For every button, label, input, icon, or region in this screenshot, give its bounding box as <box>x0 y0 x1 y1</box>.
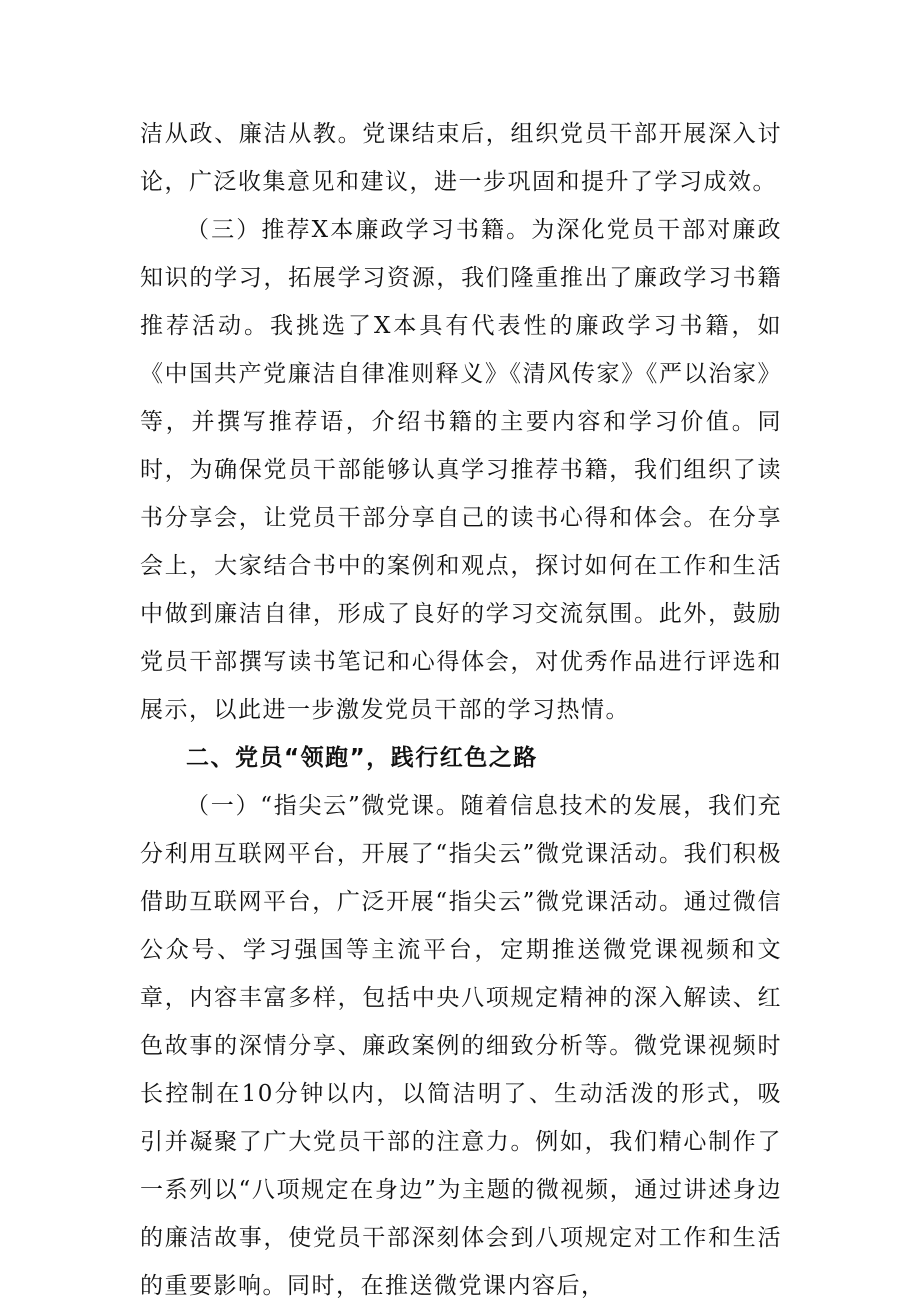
section-heading: 二、党员“领跑”，践行红色之路 <box>186 745 538 771</box>
paragraph-book-recommendation: （三）推荐X本廉政学习书籍。为深化党员干部对廉政知识的学习，拓展学习资源，我们隆重推出了廉政学习书籍推荐活动。我挑选了X本具有代表性的廉政学习书籍，如《中国共产党廉洁自律准则释义》《清风传家》《严以治家》等，并撰写推荐语，介绍书籍的主要内容和学习价值。同时，为确保党员干部能够认真学习推荐书籍，我们组织了读书分享会，让党员干部分享自己的读书心得和体会。在分享会上，大家结合书中的案例和观点，探讨如何在工作和生活中做到廉洁自律，形成了良好的学习交流氛围。此外，鼓励党员干部撰写读书笔记和心得体会，对优秀作品进行评选和展示，以此进一步激发党员干部的学习热情。 <box>140 217 782 723</box>
paragraph-micro-party-lesson: （一）“指尖云”微党课。随着信息技术的发展，我们充分利用互联网平台，开展了“指尖云”微党课活动。我们积极借助互联网平台，广泛开展“指尖云”微党课活动。通过微信公众号、学习强国等主流平台，定期推送微党课视频和文章，内容丰富多样，包括中央八项规定精神的深入解读、红色故事的深情分享、廉政案例的细致分析等。微党课视频时长控制在10分钟以内，以简洁明了、生动活泼的形式，吸引并凝聚了广大党员干部的注意力。例如，我们精心制作了一系列以“八项规定在身边”为主题的微视频，通过讲述身边的廉洁故事，使党员干部深刻体会到八项规定对工作和生活的重要影响。同时，在推送微党课内容后， <box>140 793 782 1299</box>
document-body <box>140 110 782 1310</box>
paragraph-continuation: 洁从政、廉洁从教。党课结束后，组织党员干部开展深入讨论，广泛收集意见和建议，进一步巩固和提升了学习成效。 <box>140 121 782 195</box>
